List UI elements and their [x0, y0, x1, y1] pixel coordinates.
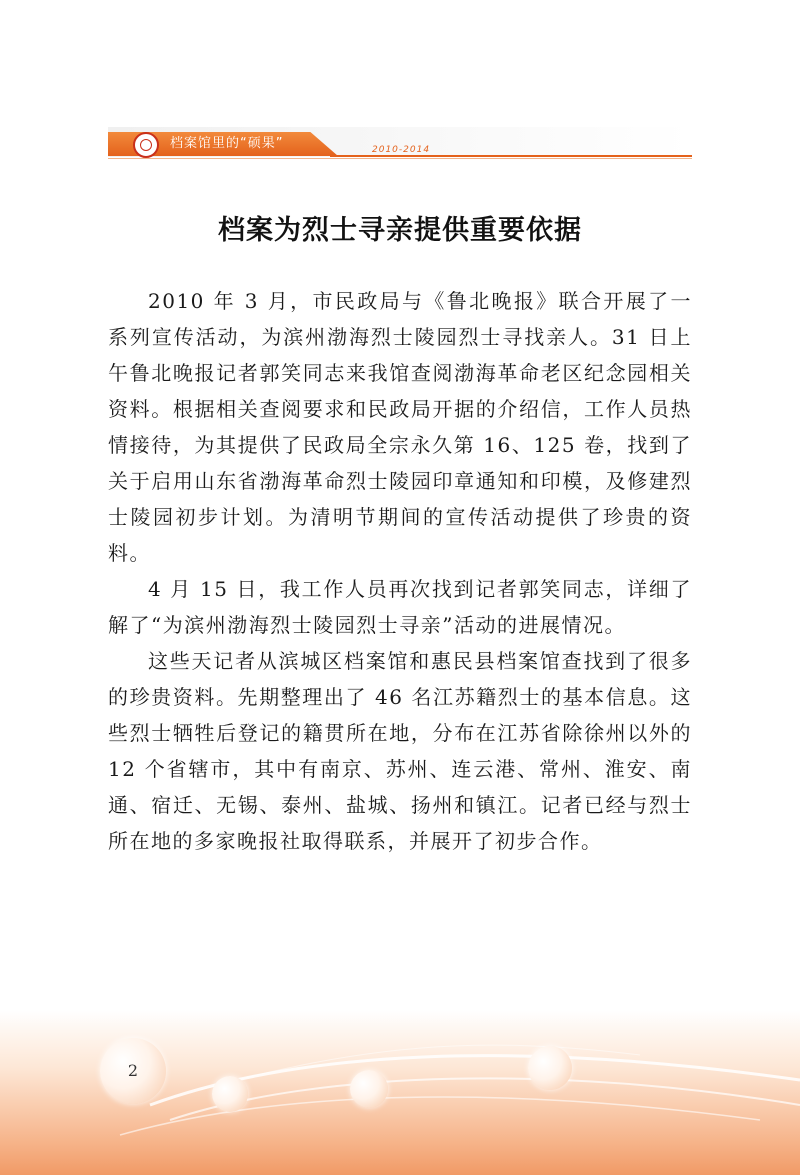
archive-logo-icon [133, 132, 159, 158]
page-number: 2 [127, 1061, 139, 1080]
bubble-decoration [528, 1046, 572, 1090]
section-title: 档案馆里的“硕果” [170, 136, 284, 151]
bubble-decoration [212, 1076, 248, 1112]
section-years: 2010-2014 [372, 145, 431, 155]
header-rule-thin [108, 158, 692, 159]
header-rule [330, 155, 692, 157]
paragraph: 2010 年 3 月，市民政局与《鲁北晚报》联合开展了一系列宣传活动，为滨州渤海烈士陵园烈士寻找亲人。31 日上午鲁北晚报记者郭笑同志来我馆查阅渤海革命老区纪念园相关资料。根据相关查阅要求和民政局开据的介绍信，工作人员热情接待，为其提供了民政局全宗永久第 16、125 卷，找到了关于启用山东省渤海革命烈士陵园印章通知和印模，及修建烈士陵园初步计划。为清明节期间的宣传活动提供了珍贵的资料。 [108, 289, 692, 565]
page-title: 档案为烈士寻亲提供重要依据 [218, 215, 582, 246]
paragraph: 4 月 15 日，我工作人员再次找到记者郭笑同志，详细了解了“为滨州渤海烈士陵园烈士寻亲”活动的进展情况。 [108, 577, 692, 637]
paragraph: 这些天记者从滨城区档案馆和惠民县档案馆查找到了很多的珍贵资料。先期整理出了 46 名江苏籍烈士的基本信息。这些烈士牺牲后登记的籍贯所在地，分布在江苏省除徐州以外的 12 个省辖市，其中有南京、苏州、连云港、常州、淮安、南通、宿迁、无锡、泰州、盐城、扬州和镇江。记者已经与烈士所在地的多家晚报社取得联系，并展开了初步合作。 [108, 649, 692, 853]
bubble-decoration [350, 1070, 388, 1108]
article-body [108, 283, 692, 859]
